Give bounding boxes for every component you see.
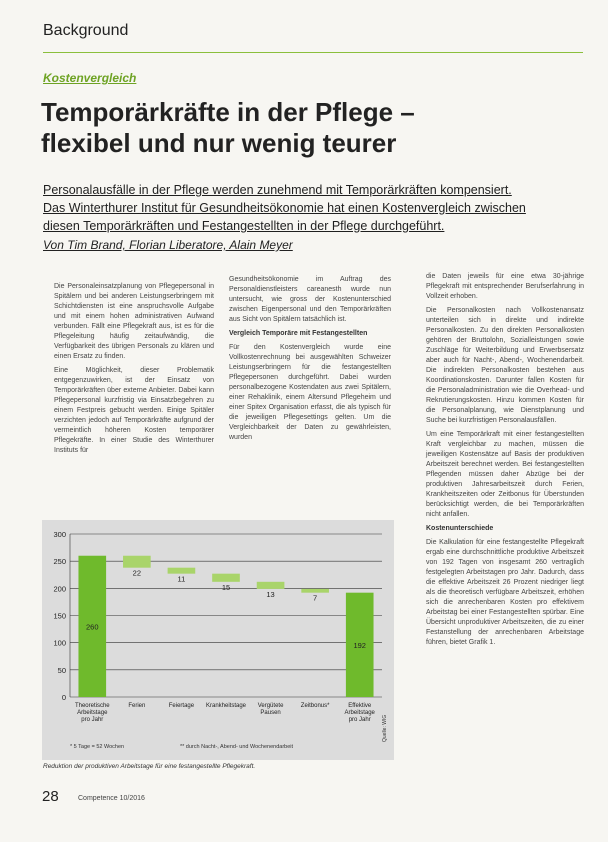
- section-divider: [43, 52, 583, 53]
- body-paragraph: Um eine Temporärkraft mit einer festangestellten Kraft vergleichbar zu machen, müssen die jeweiligen Kostensätze auf Basis der produktiven Arbeitszeit berechnet werden. Bei festangestellten Pflegenden müssen daher Abzüge bei der produktiven Jahresarbeitszeit durch Ferien, Krankheitszeiten oder Zeitbonus für Überstunden berücksichtigt werden, die bei Temporärkräften nicht anfallen.: [426, 431, 584, 518]
- subheading: Vergleich Temporäre mit Festangestellten: [229, 330, 368, 337]
- body-column-1: [54, 282, 214, 460]
- footer-source: Competence 10/2016: [78, 795, 145, 802]
- source-note: Quelle: WIG: [382, 714, 388, 742]
- category-label: Ferien: [128, 703, 146, 709]
- category-label: Krankheitstage: [205, 703, 247, 709]
- body-paragraph: Die Personalkosten nach Vollkostenansatz unterteilen sich in direkte und indirekte Personalkosten. Zu den direkten Personalkosten gehören der Bruttolohn, Sozialleistungen sowie Zuschläge für Weiterbildung und Erwerbsersatz aber auch für Nacht-, Abend-, Wochenendarbeit. Die indirekten Personalkosten bestehen aus Koordinationskosten. Darunter fallen Kosten für die Personaladministration wie die Overhead- und Rekrutierungskosten. Hinzu kommen Kosten für die Personalplanung, wie Dienstplanung und Suche bei kurzfristigen Personalausfällen.: [426, 307, 584, 424]
- y-tick-label: 150: [53, 611, 66, 621]
- y-tick-label: 300: [53, 530, 66, 539]
- footnote: * 5 Tage = 52 Wochen: [70, 744, 125, 750]
- figure-caption: Reduktion der produktiven Arbeitstage für eine festangestellte Pflegekraft.: [43, 763, 256, 770]
- headline-line: Temporärkräfte in der Pflege –: [41, 97, 415, 127]
- data-label: 22: [132, 568, 142, 578]
- chart-panel: [42, 520, 394, 760]
- y-tick-label: 250: [53, 557, 66, 567]
- body-paragraph: Für den Kostenvergleich wurde eine Vollkostenrechnung bei ausgewählten Schweizer Leistungserbringern für die festangestellten Pflegepersonen durchgeführt. Dabei wurden personalbezogene Kostendaten aus zwei Spitälern, einer Rehaklinik, einem Altersund Pflegeheim und einer Spitex Organisation erfasst, die als typisch für die jeweiligen Pflegesettings gelten. Um die Vergleichbarkeit der Daten zu gewährleisten, wurden: [229, 344, 391, 441]
- headline-line: flexibel und nur wenig teurer: [41, 128, 397, 158]
- subheading: Kostenunterschiede: [426, 525, 494, 532]
- data-label: 13: [266, 589, 275, 599]
- y-tick-label: 50: [57, 665, 66, 675]
- body-paragraph: Die Personaleinsatzplanung von Pflegepersonal in Spitälern und bei anderen Leistungserbringern mit Schichtdiensten ist eine anspruchsvolle Aufgabe und mit einem hohen administrativen Aufwand verbunden. Fällt eine Pflegekraft aus, ist es für die Pflegeleitung häufig zeitaufwändig, die Verfügbarkeit des übrigen Personals zu klären und einen Ersatz zu finden.: [54, 283, 214, 360]
- body-paragraph: Gesundheitsökonomie im Auftrag des Personaldienstleisters careanesth wurde nun untersucht, wie gross der Kostenunterschied zwischen Eigenpersonal und den Temporärkräften aus Sicht von Spitälern tatsächlich ist.: [229, 276, 391, 323]
- body-column-3: [426, 272, 584, 652]
- lead-line: Das Winterthurer Institut für Gesundheitsökonomie hat einen Kostenvergleich zwischen: [43, 201, 526, 215]
- category-label: Zeitbonus*: [300, 703, 330, 709]
- data-label: 11: [177, 574, 186, 584]
- data-label: 7: [313, 593, 318, 603]
- category-label: Vergütete Pausen: [257, 703, 284, 716]
- bar: [257, 582, 285, 589]
- body-paragraph: Die Kalkulation für eine festangestellte Pflegekraft ergab eine durchschnittliche produktive Arbeitszeit von 192 Tagen von insgesamt 260 vertraglich festgelegten Arbeitstagen pro Jahr. Dadurch, dass die effektive Arbeitszeit 26 Prozent niedriger liegt als die theoretisch verfügbare Arbeitszeit, erhöhen sich die anrechenbaren Kosten pro effektivem Arbeitstag bei einer Festangestellten spürbar. Eine Übersicht unproduktiver Arbeitszeiten, die zu einer Festanstellung der anrechenbaren Arbeitstage führen, bietet Grafik 1.: [426, 539, 584, 646]
- waterfall-chart: [42, 520, 394, 760]
- category-label: Effektive Arbeitstage pro Jahr: [344, 703, 375, 723]
- y-tick-label: 100: [53, 638, 66, 648]
- body-column-2: [229, 275, 391, 447]
- category-label: Feiertage: [168, 703, 195, 709]
- page-number: 28: [42, 788, 59, 805]
- footnote: ** durch Nacht-, Abend- und Wochenendarbeit: [180, 744, 294, 750]
- kicker: Kostenvergleich: [43, 71, 137, 85]
- body-paragraph: die Daten jeweils für eine etwa 30-jährige Pflegekraft mit entsprechender Berufserfahrung in Vollzeit erhoben.: [426, 273, 584, 300]
- lead-paragraph: [43, 181, 588, 235]
- body-paragraph: Eine Möglichkeit, dieser Problematik entgegenzuwirken, ist der Einsatz von Temporärkräften über externe Anbieter. Dabei kann Pflegepersonal kurzfristig via Einsatzbegehren zu einem Festpreis gebucht werden. Einige Spitäler verzichten jedoch auf Temporärkräfte aufgrund der vermeintlich höheren Kosten temporärer Pflegekräfte. In einer Studie des Winterthurer Instituts für: [54, 367, 214, 454]
- authors: Von Tim Brand, Florian Liberatore, Alain Meyer: [43, 238, 293, 252]
- bar: [123, 556, 151, 568]
- lead-line: diesen Temporärkräften und Festangestellten in der Pflege durchgeführt.: [43, 219, 445, 233]
- y-tick-label: 0: [61, 693, 66, 702]
- bar: [301, 589, 329, 593]
- data-label: 15: [221, 582, 231, 592]
- lead-line: Personalausfälle in der Pflege werden zunehmend mit Temporärkräften kompensiert.: [43, 183, 512, 197]
- bar: [212, 574, 240, 582]
- data-label: 260: [86, 622, 99, 632]
- y-tick-label: 200: [53, 584, 66, 594]
- section-label: Background: [43, 22, 129, 39]
- category-label: Theoretische Arbeitstage pro Jahr: [74, 703, 110, 723]
- data-label: 192: [353, 640, 366, 650]
- headline: [41, 97, 581, 159]
- bar: [168, 568, 196, 574]
